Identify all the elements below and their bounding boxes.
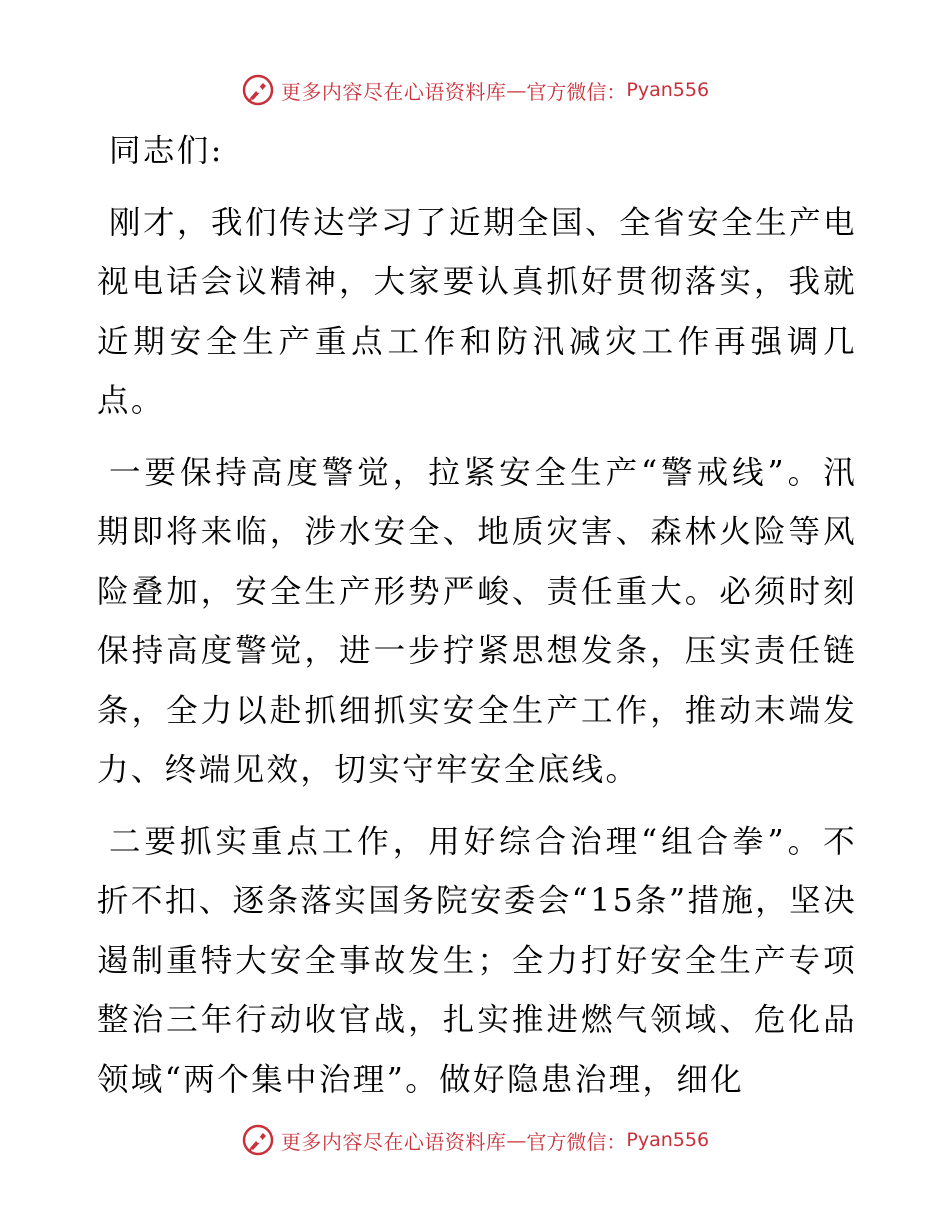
watermark-dash: — [506,1128,527,1152]
watermark-wechat-id: Pyan556 [626,79,710,101]
paragraph-intro: 刚才，我们传达学习了近期全国、全省安全生产电视电话会议精神，大家要认真抓好贯彻落实，我就近期安全生产重点工作和防汛减灾工作再强调几点。 [97,204,857,419]
salutation: 同志们: [109,133,224,169]
paragraph-point-one: 一要保持高度警觉，拉紧安全生产“警戒线”。汛期即将来临，涉水安全、地质灾害、森林火险等风险叠加，安全生产形势严峻、责任重大。必须时刻保持高度警觉，进一步拧紧思想发条，压实责任链条，全力以赴抓细抓实安全生产工作，推动末端发力、终端见效，切实守牢安全底线。 [97,454,857,788]
footer-watermark [0,1120,950,1160]
watermark-wechat-label: 官方微信： [526,1129,627,1154]
paragraph-point-two: 二要抓实重点工作，用好综合治理“组合拳”。不折不扣、逐条落实国务院安委会“15条”措施，坚决遏制重特大安全事故发生；全力打好安全生产专项整治三年行动收官战，扎实推进燃气领域、危化品领域“两个集中治理”。做好隐患治理，细化 [97,823,857,1098]
watermark-wechat-id: Pyan556 [626,1129,710,1151]
watermark-dash: — [506,78,527,102]
document-body [97,122,857,1110]
watermark-title: 更多内容尽在心语资料库 [280,79,507,104]
pen-logo-icon [241,1123,275,1157]
pen-logo-icon [241,73,275,107]
watermark-wechat-label: 官方微信： [526,79,627,104]
header-watermark [0,70,950,110]
watermark-title: 更多内容尽在心语资料库 [280,1129,507,1154]
